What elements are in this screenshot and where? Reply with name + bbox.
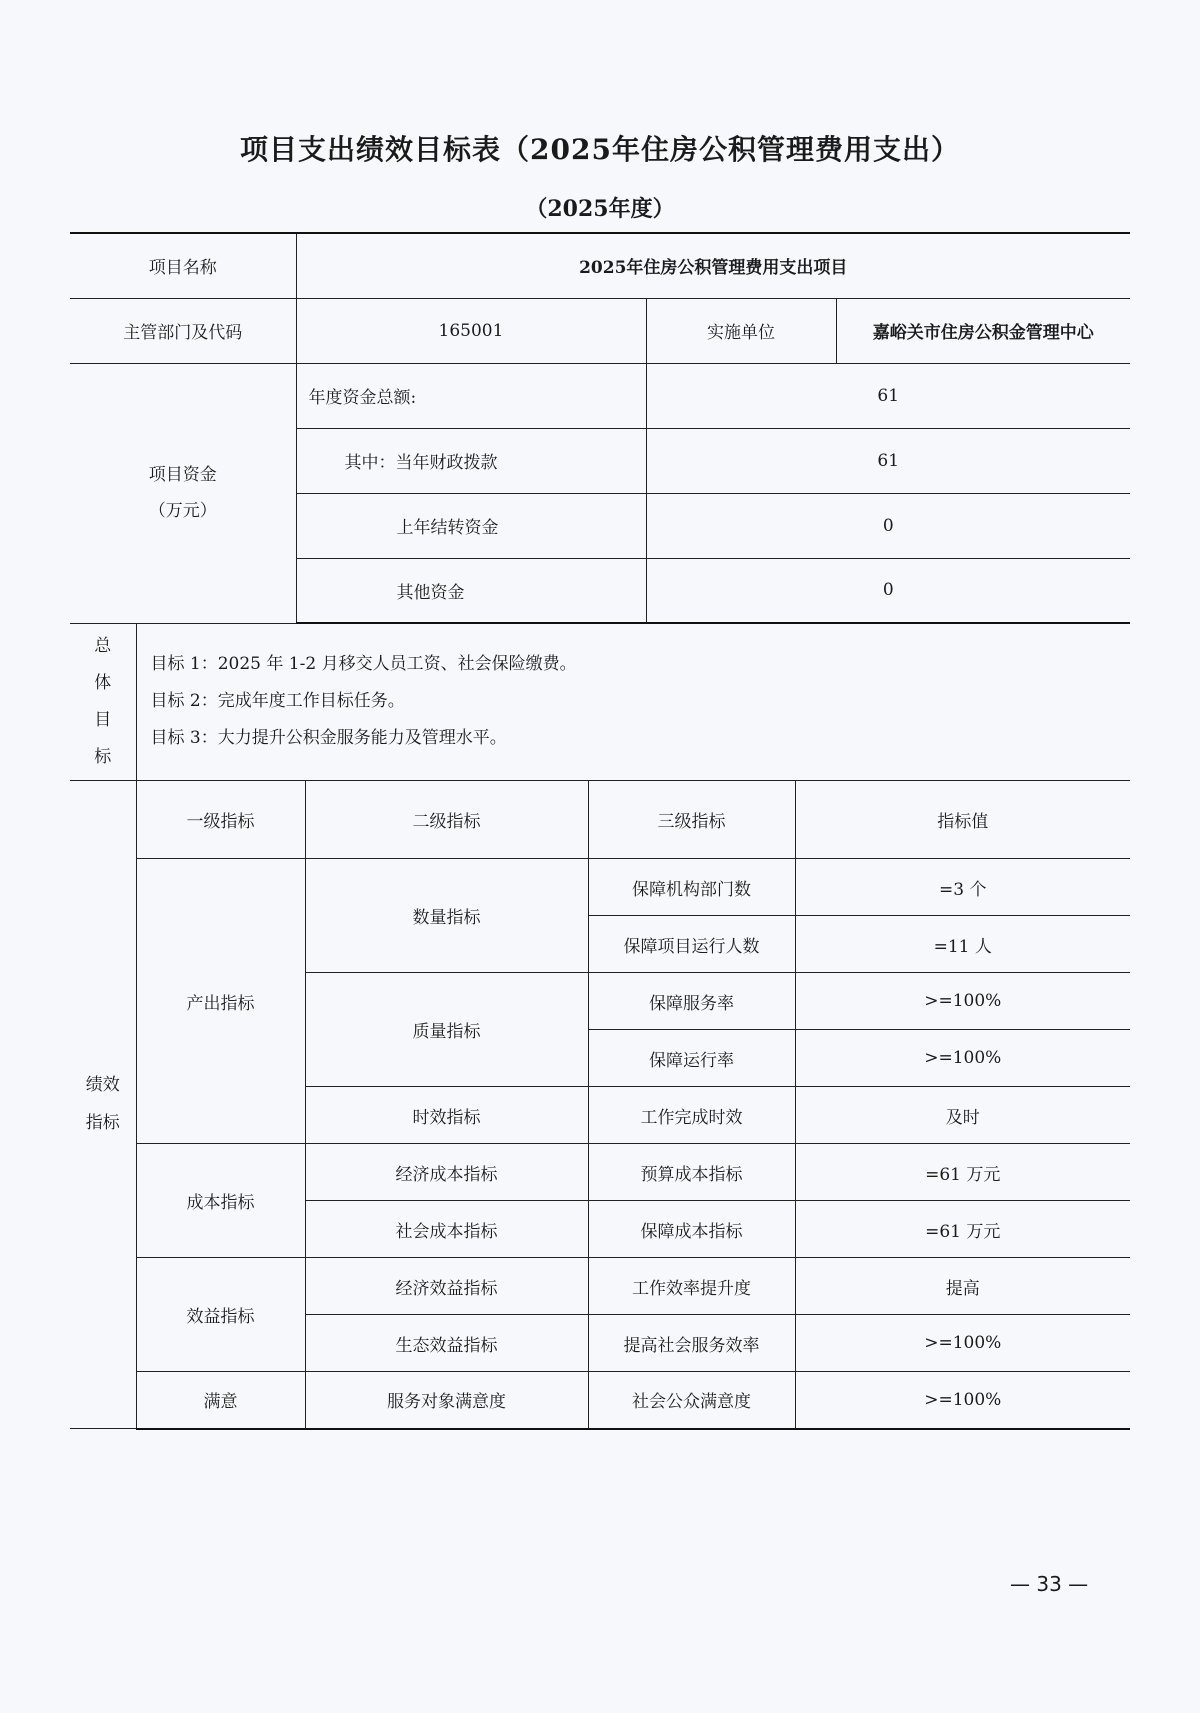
page-number: — 33 — [1010,1572,1089,1596]
table-row [70,624,1130,780]
funds-fiscal-label: 其中：当年财政拨款 [296,428,646,493]
project-name-label: 项目名称 [70,233,296,298]
performance-indicator-table [70,780,1130,1430]
table-header-row [70,781,1130,859]
project-name-value: 2025年住房公积管理费用支出项目 [296,233,1130,298]
header-level2: 二级指标 [305,781,588,859]
dept-code: 165001 [296,298,646,363]
indicator-name: 保障机构部门数 [588,859,795,916]
indicator-name: 保障运行率 [588,1030,795,1087]
funds-other-value: 0 [646,558,1130,623]
page-title: 项目支出绩效目标表（2025年住房公积管理费用支出） [240,133,960,166]
quantity-indicator: 数量指标 [305,859,588,973]
indicator-name: 保障项目运行人数 [588,916,795,973]
funds-label-cell [70,363,296,623]
indicator-value: =3 个 [795,859,1130,916]
indicator-value: >=100% [795,1372,1130,1429]
funds-unit: （万元） [148,501,217,521]
header-value: 指标值 [795,781,1130,859]
quality-indicator: 质量指标 [305,973,588,1087]
social-cost-indicator: 社会成本指标 [305,1201,588,1258]
header-level1: 一级指标 [136,781,305,859]
impl-value: 嘉峪关市住房公积金管理中心 [836,298,1130,363]
indicator-name: 预算成本指标 [588,1144,795,1201]
funds-fiscal-value: 61 [646,428,1130,493]
table-row [70,363,1130,428]
indicator-value: =61 万元 [795,1144,1130,1201]
indicator-name: 保障服务率 [588,973,795,1030]
indicator-name: 社会公众满意度 [588,1372,795,1429]
table-row [70,1258,1130,1315]
funds-carry-label: 上年结转资金 [296,493,646,558]
indicator-name: 工作效率提升度 [588,1258,795,1315]
service-sat-indicator: 服务对象满意度 [305,1372,588,1429]
econ-benefit-indicator: 经济效益指标 [305,1258,588,1315]
goal-item: 目标 1：2025 年 1-2 月移交人员工资、社会保险缴费。 [150,654,577,675]
indicator-value: =61 万元 [795,1201,1130,1258]
funds-total-label: 年度资金总额: [296,363,646,428]
output-indicator: 产出指标 [136,859,305,1144]
indicator-name: 保障成本指标 [588,1201,795,1258]
indicator-value: >=100% [795,1315,1130,1372]
page-subtitle: （2025年度） [525,196,675,222]
funds-carry-value: 0 [646,493,1130,558]
table-row [70,1372,1130,1429]
overall-goals [136,624,1130,780]
table-row [70,1144,1130,1201]
econ-cost-indicator: 经济成本指标 [305,1144,588,1201]
indicator-name: 工作完成时效 [588,1087,795,1144]
benefit-indicator: 效益指标 [136,1258,305,1372]
indicator-value: =11 人 [795,916,1130,973]
goal-item: 目标 3：大力提升公积金服务能力及管理水平。 [150,728,507,749]
funds-other-label: 其他资金 [296,558,646,623]
cost-indicator: 成本指标 [136,1144,305,1258]
table-row [70,298,1130,363]
indicator-value: 提高 [795,1258,1130,1315]
indicator-name: 提高社会服务效率 [588,1315,795,1372]
funds-label: 项目资金 [148,465,217,485]
indicator-value: >=100% [795,973,1130,1030]
indicator-value: >=100% [795,1030,1130,1087]
timeliness-indicator: 时效指标 [305,1087,588,1144]
eco-benefit-indicator: 生态效益指标 [305,1315,588,1372]
project-info-table [70,232,1130,624]
overall-goal-label: 总 体 目 标 [70,624,136,780]
satisfaction-indicator: 满意 [136,1372,305,1429]
dept-label: 主管部门及代码 [70,298,296,363]
goal-item: 目标 2：完成年度工作目标任务。 [150,691,405,712]
performance-label: 绩效 指标 [70,781,136,1429]
table-row [70,233,1130,298]
impl-label: 实施单位 [646,298,836,363]
table-row [70,859,1130,916]
indicator-value: 及时 [795,1087,1130,1144]
funds-total-value: 61 [646,363,1130,428]
header-level3: 三级指标 [588,781,795,859]
overall-goal-table [70,624,1130,781]
